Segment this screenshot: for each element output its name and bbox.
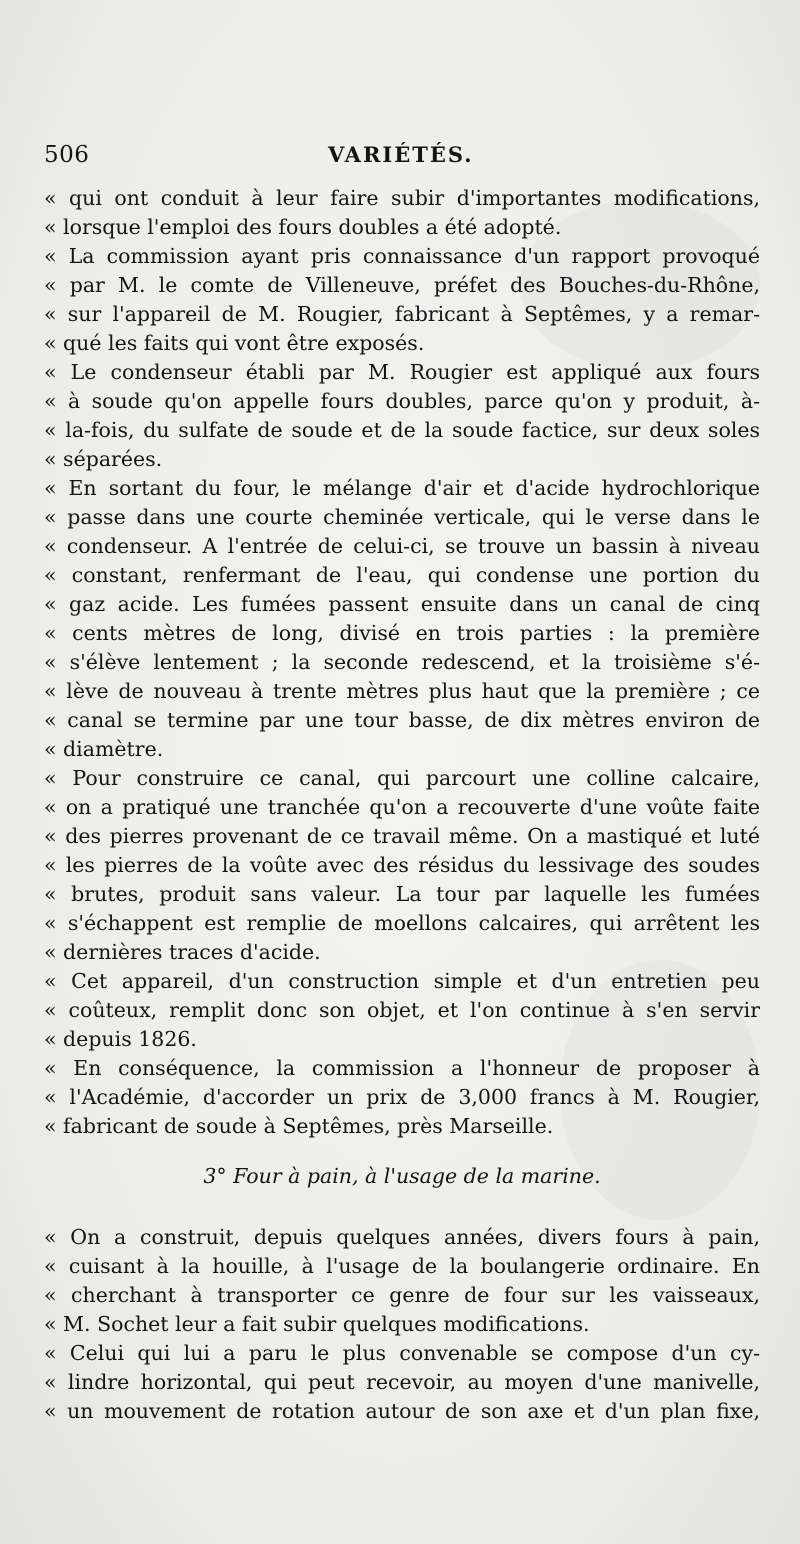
text-line: « gaz acide. Les fumées passent ensuite dans un canal de cinq	[44, 592, 760, 616]
text-line: « En conséquence, la commission a l'honneur de proposer à	[44, 1056, 760, 1080]
text-line: « cuisant à la houille, à l'usage de la boulangerie ordinaire. En	[44, 1254, 760, 1278]
text-line: « qué les faits qui vont être exposés.	[44, 331, 425, 355]
text-line: « qui ont conduit à leur faire subir d'importantes modifications,	[44, 186, 760, 210]
body-text	[44, 184, 760, 1426]
page-header	[44, 142, 760, 178]
text-line: « lève de nouveau à trente mètres plus haut que la première ; ce	[44, 679, 760, 703]
text-line: « Pour construire ce canal, qui parcourt une colline calcaire,	[44, 766, 760, 790]
text-line: « sur l'appareil de M. Rougier, fabricant à Septêmes, y a remar-	[44, 302, 760, 326]
text-line: « constant, renfermant de l'eau, qui condense une portion du	[44, 563, 760, 587]
text-line: « On a construit, depuis quelques années, divers fours à pain,	[44, 1225, 760, 1249]
text-line: « fabricant de soude à Septêmes, près Marseille.	[44, 1114, 554, 1138]
text-line: « la-fois, du sulfate de soude et de la soude factice, sur deux soles	[44, 418, 760, 442]
text-line: « on a pratiqué une tranchée qu'on a recouverte d'une voûte faite	[44, 795, 760, 819]
text-line: « l'Académie, d'accorder un prix de 3,000 francs à M. Rougier,	[44, 1085, 760, 1109]
text-line: « s'échappent est remplie de moellons calcaires, qui arrêtent les	[44, 911, 760, 935]
text-line: « séparées.	[44, 447, 163, 471]
text-line: « brutes, produit sans valeur. La tour par laquelle les fumées	[44, 882, 760, 906]
text-line: « lindre horizontal, qui peut recevoir, au moyen d'une manivelle,	[44, 1370, 760, 1394]
text-line: « s'élève lentement ; la seconde redescend, et la troisième s'é-	[44, 650, 760, 674]
text-line: « Celui qui lui a paru le plus convenable se compose d'un cy-	[44, 1341, 760, 1365]
running-head: VARIÉTÉS.	[328, 142, 474, 167]
text-line: « cherchant à transporter ce genre de four sur les vaisseaux,	[44, 1283, 760, 1307]
text-line: « à soude qu'on appelle fours doubles, parce qu'on y produit, à-	[44, 389, 760, 413]
text-line: « cents mètres de long, divisé en trois parties : la première	[44, 621, 760, 645]
text-line: « par M. le comte de Villeneuve, préfet des Bouches-du-Rhône,	[44, 273, 760, 297]
text-line: « canal se termine par une tour basse, de dix mètres environ de	[44, 708, 760, 732]
text-line: « depuis 1826.	[44, 1027, 197, 1051]
text-line: « un mouvement de rotation autour de son axe et d'un plan fixe,	[44, 1399, 760, 1423]
page-number: 506	[44, 142, 90, 168]
text-line: « passe dans une courte cheminée verticale, qui le verse dans le	[44, 505, 760, 529]
text-line: « les pierres de la voûte avec des résidus du lessivage des soudes	[44, 853, 760, 877]
text-line: « En sortant du four, le mélange d'air et d'acide hydrochlorique	[44, 476, 760, 500]
text-line: « Le condenseur établi par M. Rougier est appliqué aux fours	[44, 360, 760, 384]
text-line: « des pierres provenant de ce travail même. On a mastiqué et luté	[44, 824, 760, 848]
section-heading: 3° Four à pain, à l'usage de la marine.	[203, 1164, 601, 1188]
text-line: « Cet appareil, d'un construction simple et d'un entretien peu	[44, 969, 760, 993]
text-line: « lorsque l'emploi des fours doubles a été adopté.	[44, 215, 562, 239]
text-line: « coûteux, remplit donc son objet, et l'on continue à s'en servir	[44, 998, 760, 1022]
text-line: « M. Sochet leur a fait subir quelques modifications.	[44, 1312, 590, 1336]
text-line: « dernières traces d'acide.	[44, 940, 321, 964]
text-line: « La commission ayant pris connaissance d'un rapport provoqué	[44, 244, 760, 268]
text-line: « condenseur. A l'entrée de celui-ci, se trouve un bassin à niveau	[44, 534, 760, 558]
text-line: « diamètre.	[44, 737, 164, 761]
